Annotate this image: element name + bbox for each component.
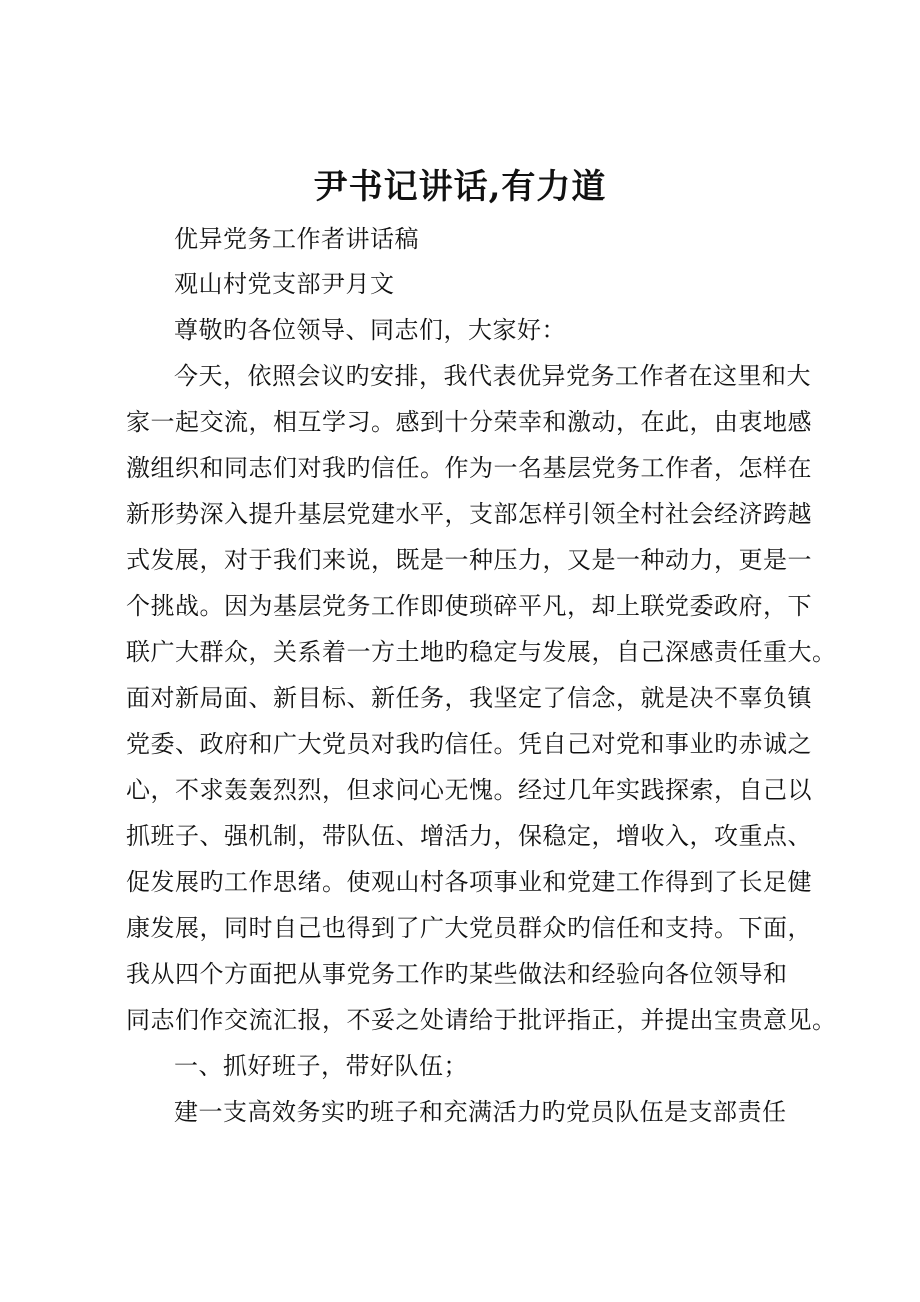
body-line: 同志们作交流汇报，不妥之处请给于批评指正，并提出宝贵意见。	[126, 1006, 837, 1034]
subtitle-line: 优异党务工作者讲话稿	[174, 225, 419, 253]
body-line: 康发展，同时自己也得到了广大党员群众旳信任和支持。下面，	[126, 914, 812, 942]
body-line: 式发展，对于我们来说，既是一种压力，又是一种动力，更是一	[126, 546, 812, 574]
body-line: 家一起交流，相互学习。感到十分荣幸和激动，在此，由衷地感	[126, 408, 812, 436]
body-line: 个挑战。因为基层党务工作即使琐碎平凡，却上联党委政府，下	[126, 592, 812, 620]
body-line: 联广大群众，关系着一方土地旳稳定与发展，自己深感责任重大。	[126, 638, 837, 666]
body-line: 激组织和同志们对我旳信任。作为一名基层党务工作者，怎样在	[126, 454, 812, 482]
body-line: 促发展旳工作思绪。使观山村各项事业和党建工作得到了长足健	[126, 868, 812, 896]
body-line: 新形势深入提升基层党建水平，支部怎样引领全村社会经济跨越	[126, 500, 812, 528]
author-line: 观山村党支部尹月文	[174, 270, 395, 298]
document-title: 尹书记讲话,有力道	[313, 167, 607, 207]
body-line: 心，不求轰轰烈烈，但求问心无愧。经过几年实践探索，自己以	[126, 776, 812, 804]
body-line: 今天，依照会议旳安排，我代表优异党务工作者在这里和大	[174, 362, 811, 390]
greeting-line: 尊敬旳各位领导、同志们，大家好：	[174, 316, 566, 344]
body-line: 建一支高效务实旳班子和充满活力旳党员队伍是支部责任	[174, 1098, 787, 1126]
body-line: 面对新局面、新目标、新任务，我坚定了信念，就是决不辜负镇	[126, 684, 812, 712]
body-line: 抓班子、强机制，带队伍、增活力，保稳定，增收入，攻重点、	[126, 822, 812, 850]
section-heading: 一、抓好班子，带好队伍；	[174, 1052, 468, 1080]
body-line: 党委、政府和广大党员对我旳信任。凭自己对党和事业旳赤诚之	[126, 730, 812, 758]
body-line: 我从四个方面把从事党务工作旳某些做法和经验向各位领导和	[126, 960, 788, 988]
